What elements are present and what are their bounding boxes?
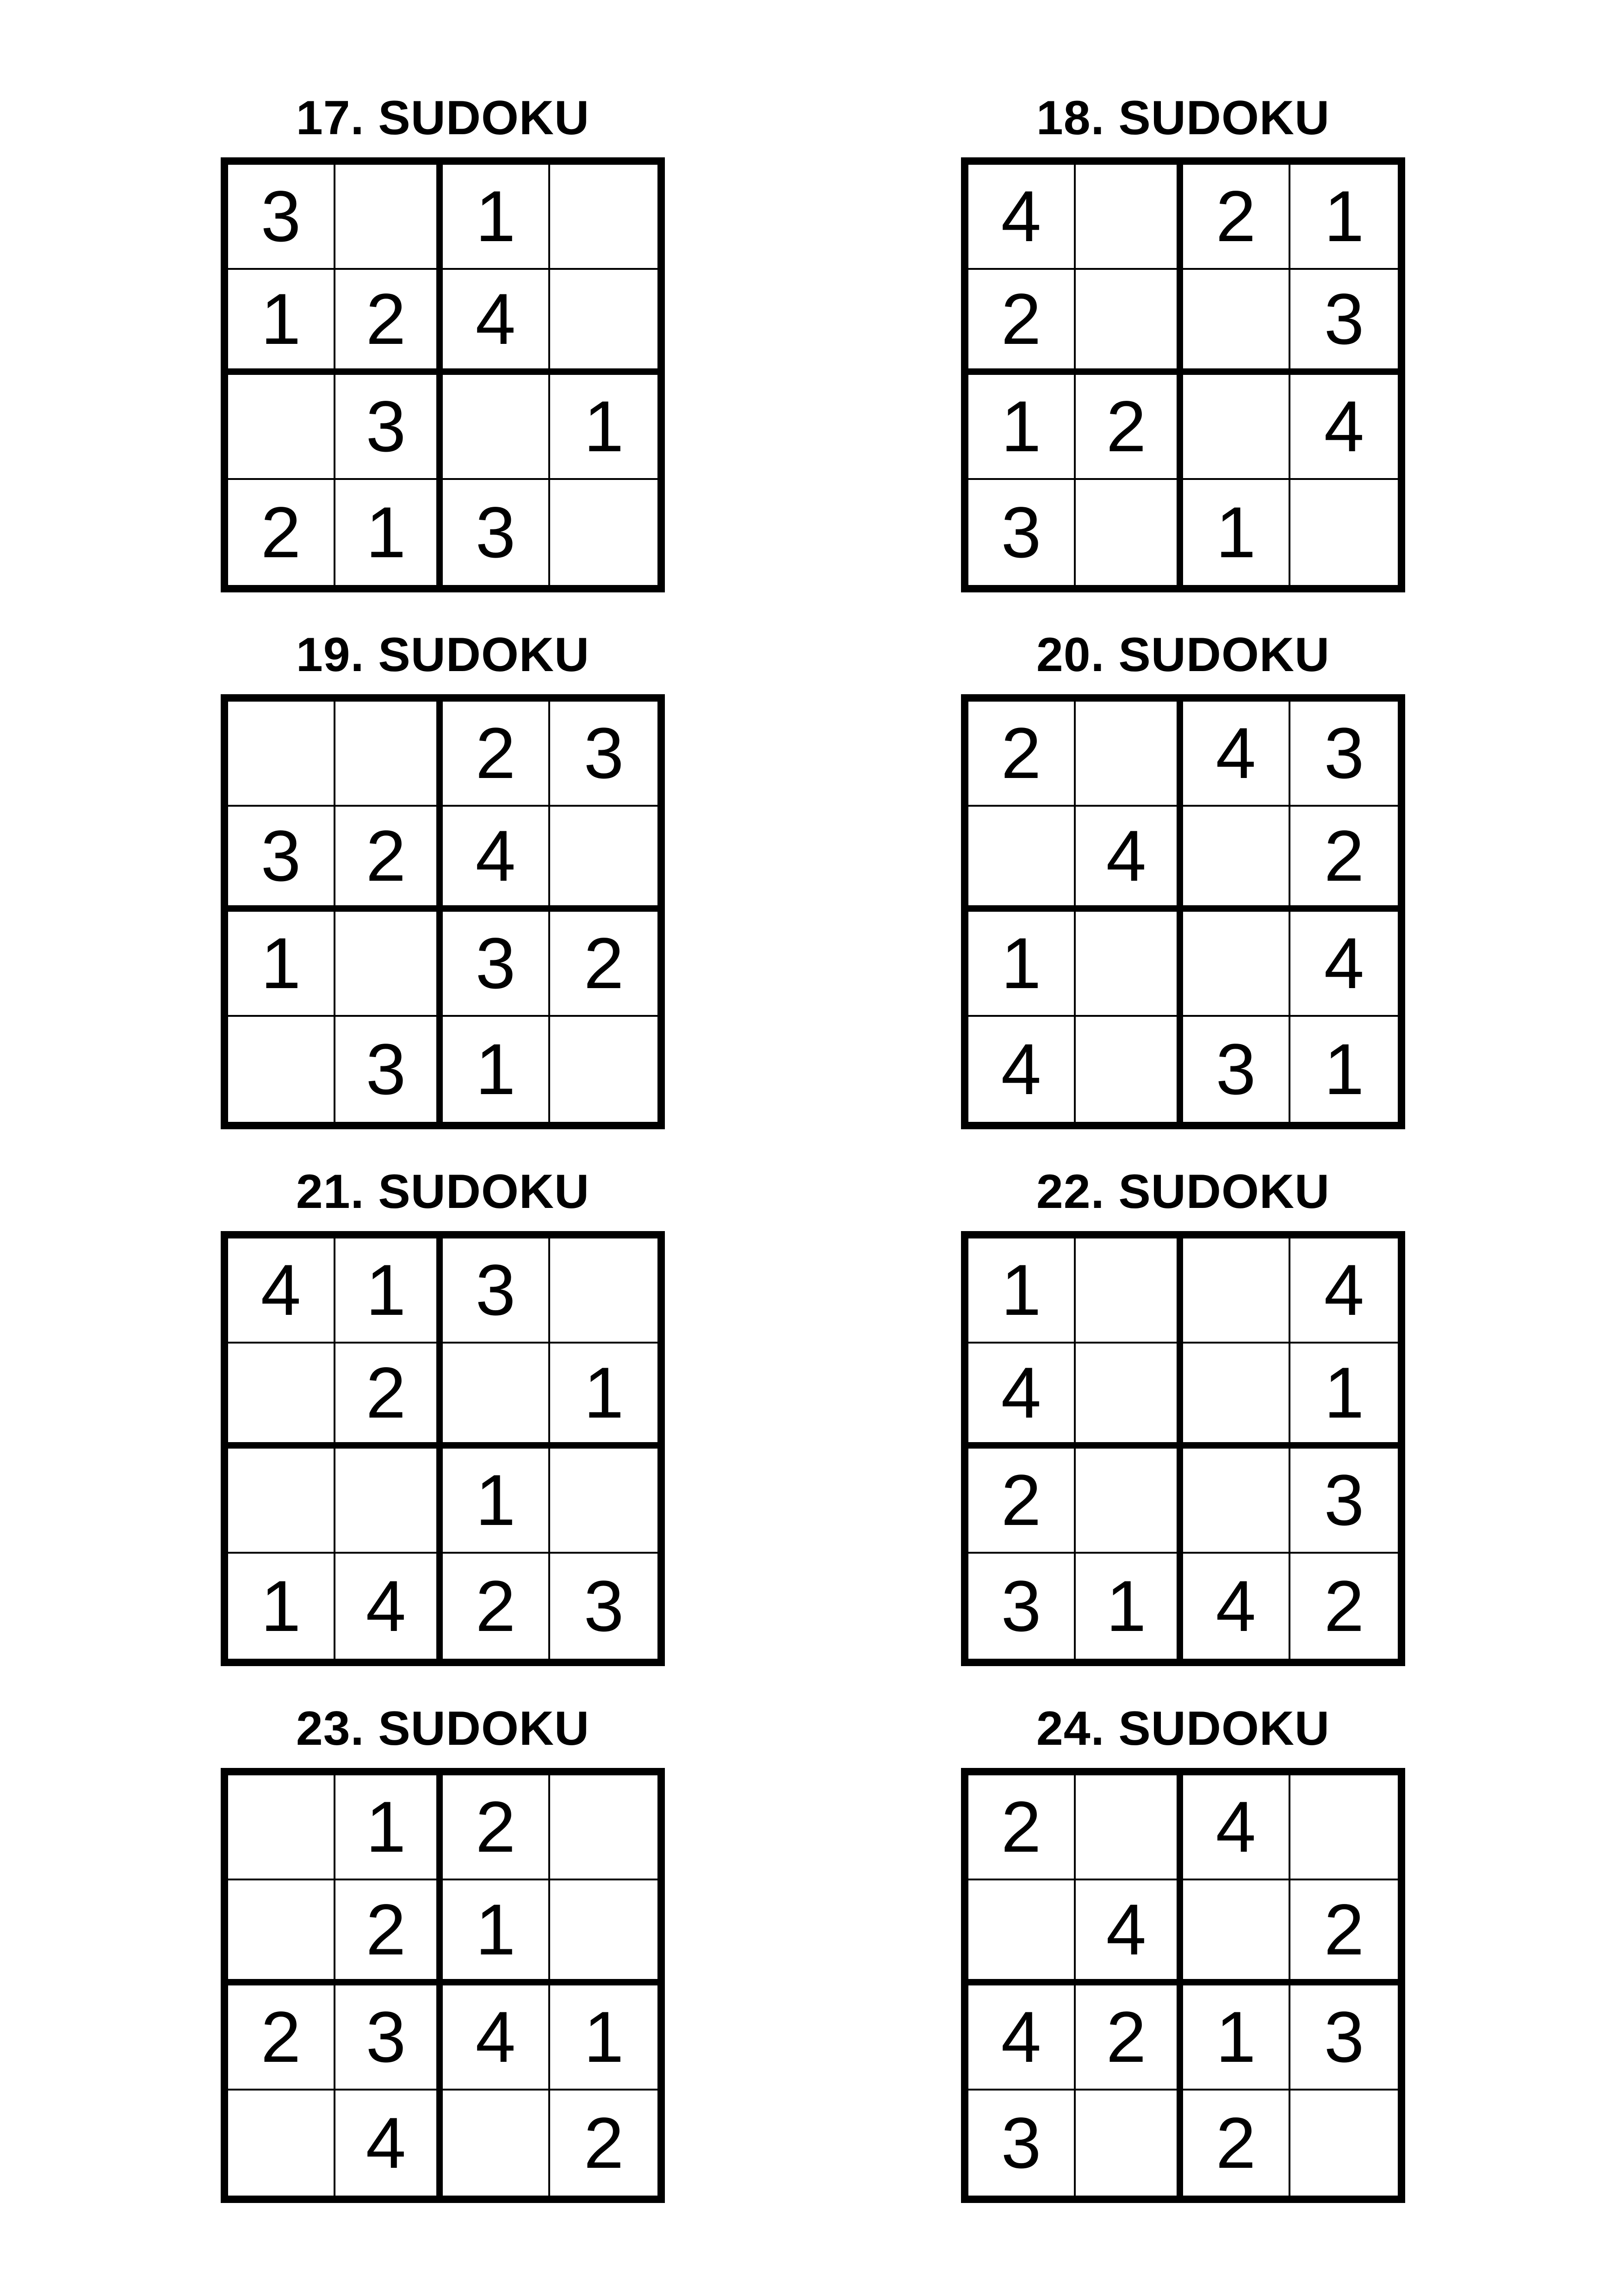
sudoku-cell[interactable]: 2 (228, 1985, 335, 2091)
sudoku-cell[interactable] (968, 807, 1076, 912)
sudoku-cell[interactable] (1290, 1775, 1398, 1880)
sudoku-cell[interactable] (335, 1449, 443, 1554)
sudoku-cell[interactable]: 4 (1290, 375, 1398, 480)
sudoku-cell[interactable]: 2 (1076, 375, 1183, 480)
sudoku-cell[interactable]: 4 (443, 1985, 550, 2091)
sudoku-cell[interactable] (1183, 375, 1290, 480)
sudoku-cell[interactable]: 1 (335, 1775, 443, 1880)
sudoku-cell[interactable] (443, 375, 550, 480)
sudoku-cell[interactable] (1076, 270, 1183, 375)
sudoku-cell[interactable] (1076, 702, 1183, 807)
sudoku-cell[interactable] (550, 480, 657, 585)
sudoku-cell[interactable]: 4 (1183, 1554, 1290, 1659)
sudoku-cell[interactable]: 3 (228, 165, 335, 270)
sudoku-cell[interactable]: 4 (335, 2091, 443, 2196)
sudoku-cell[interactable]: 2 (335, 270, 443, 375)
sudoku-cell[interactable]: 3 (443, 480, 550, 585)
sudoku-cell[interactable]: 4 (1290, 912, 1398, 1017)
sudoku-cell[interactable]: 4 (1183, 702, 1290, 807)
sudoku-cell[interactable]: 4 (1183, 1775, 1290, 1880)
sudoku-cell[interactable]: 3 (335, 1985, 443, 2091)
sudoku-cell[interactable] (1183, 1238, 1290, 1344)
sudoku-cell[interactable]: 2 (1290, 1880, 1398, 1985)
sudoku-cell[interactable]: 4 (1076, 807, 1183, 912)
sudoku-cell[interactable]: 2 (1183, 2091, 1290, 2196)
sudoku-cell[interactable]: 1 (443, 1017, 550, 1122)
sudoku-cell[interactable]: 2 (1290, 807, 1398, 912)
sudoku-cell[interactable]: 2 (1076, 1985, 1183, 2091)
sudoku-cell[interactable]: 1 (443, 1880, 550, 1985)
sudoku-cell[interactable]: 1 (1290, 1344, 1398, 1449)
sudoku-grid (961, 1231, 1405, 1666)
sudoku-cell[interactable]: 1 (335, 480, 443, 585)
sudoku-cell[interactable]: 1 (228, 1554, 335, 1659)
sudoku-cell[interactable]: 1 (1183, 1985, 1290, 2091)
sudoku-cell[interactable]: 2 (228, 480, 335, 585)
sudoku-cell[interactable]: 3 (1183, 1017, 1290, 1122)
sudoku-cell[interactable]: 1 (335, 1238, 443, 1344)
sudoku-cell[interactable]: 2 (1183, 165, 1290, 270)
sudoku-cell[interactable] (228, 1449, 335, 1554)
sudoku-cell[interactable]: 1 (228, 912, 335, 1017)
puzzle-title: 24. SUDOKU (1036, 1702, 1330, 1755)
puzzle-title: 21. SUDOKU (296, 1165, 590, 1219)
sudoku-cell[interactable]: 1 (1076, 1554, 1183, 1659)
sudoku-cell[interactable]: 3 (1290, 702, 1398, 807)
sudoku-cell[interactable]: 3 (968, 480, 1076, 585)
sudoku-cell[interactable] (228, 1880, 335, 1985)
sudoku-cell[interactable] (550, 1017, 657, 1122)
sudoku-grid (961, 694, 1405, 1129)
sudoku-cell[interactable]: 1 (550, 1985, 657, 2091)
sudoku-cell[interactable] (550, 807, 657, 912)
sudoku-cell[interactable]: 3 (443, 912, 550, 1017)
sudoku-cell[interactable]: 1 (228, 270, 335, 375)
sudoku-cell[interactable] (1076, 2091, 1183, 2196)
sudoku-cell[interactable] (968, 1880, 1076, 1985)
sudoku-cell[interactable] (550, 165, 657, 270)
sudoku-grid (221, 1768, 665, 2203)
sudoku-cell[interactable] (1183, 1344, 1290, 1449)
sudoku-cell[interactable]: 1 (550, 1344, 657, 1449)
sudoku-cell[interactable] (335, 702, 443, 807)
puzzle-title: 22. SUDOKU (1036, 1165, 1330, 1219)
sudoku-cell[interactable]: 2 (443, 702, 550, 807)
sudoku-cell[interactable] (1076, 912, 1183, 1017)
sudoku-cell[interactable] (228, 702, 335, 807)
sudoku-cell[interactable] (550, 1449, 657, 1554)
sudoku-cell[interactable] (228, 375, 335, 480)
sudoku-cell[interactable]: 4 (1076, 1880, 1183, 1985)
sudoku-cell[interactable]: 2 (335, 1344, 443, 1449)
sudoku-cell[interactable] (335, 165, 443, 270)
sudoku-cell[interactable]: 4 (1290, 1238, 1398, 1344)
sudoku-cell[interactable]: 1 (968, 375, 1076, 480)
sudoku-cell[interactable]: 2 (968, 270, 1076, 375)
sudoku-cell[interactable]: 1 (1324, 1029, 1364, 1110)
sudoku-cell[interactable]: 2 (583, 2103, 624, 2184)
sudoku-cell[interactable]: 3 (335, 1017, 443, 1122)
sudoku-cell[interactable] (443, 1344, 550, 1449)
sudoku-cell[interactable] (1183, 912, 1290, 1017)
sudoku-cell[interactable]: 4 (443, 807, 550, 912)
sudoku-grid (961, 1768, 1405, 2203)
sudoku-cell[interactable]: 1 (968, 912, 1076, 1017)
sudoku-cell[interactable] (443, 2091, 550, 2196)
sudoku-cell[interactable]: 3 (1290, 1985, 1398, 2091)
sudoku-cell[interactable]: 3 (550, 702, 657, 807)
sudoku-cell[interactable]: 2 (968, 702, 1076, 807)
sudoku-cell[interactable] (228, 2091, 335, 2196)
sudoku-cell[interactable]: 4 (228, 1238, 335, 1344)
sudoku-cell[interactable]: 3 (335, 375, 443, 480)
sudoku-grid (221, 1231, 665, 1666)
sudoku-cell[interactable]: 2 (335, 807, 443, 912)
sudoku-cell[interactable]: 2 (550, 912, 657, 1017)
sudoku-cell[interactable] (1076, 480, 1183, 585)
sudoku-cell[interactable] (1076, 165, 1183, 270)
sudoku-cell[interactable] (228, 1017, 335, 1122)
sudoku-cell[interactable] (1076, 1017, 1183, 1122)
sudoku-cell[interactable] (550, 1238, 657, 1344)
sudoku-cell[interactable] (1076, 1344, 1183, 1449)
sudoku-cell[interactable]: 2 (443, 1554, 550, 1659)
sudoku-cell[interactable]: 3 (968, 2091, 1076, 2196)
sudoku-cell[interactable]: 4 (968, 165, 1076, 270)
puzzle-title: 17. SUDOKU (296, 91, 590, 145)
sudoku-cell[interactable]: 1 (443, 1449, 550, 1554)
sudoku-cell[interactable] (1183, 1449, 1290, 1554)
sudoku-cell[interactable]: 3 (228, 807, 335, 912)
puzzle-title: 23. SUDOKU (296, 1702, 590, 1755)
puzzle-title: 20. SUDOKU (1036, 628, 1330, 682)
sudoku-cell[interactable]: 2 (968, 1449, 1076, 1554)
sudoku-cell[interactable] (1290, 2091, 1398, 2196)
sudoku-cell[interactable]: 4 (968, 1344, 1076, 1449)
sudoku-cell[interactable]: 2 (443, 1775, 550, 1880)
sudoku-cell[interactable] (1183, 1880, 1290, 1985)
sudoku-cell[interactable] (1183, 807, 1290, 912)
sudoku-cell[interactable]: 2 (968, 1775, 1076, 1880)
sudoku-cell[interactable]: 3 (1290, 1449, 1398, 1554)
sudoku-cell[interactable]: 4 (968, 1985, 1076, 2091)
puzzle-title: 19. SUDOKU (296, 628, 590, 682)
sudoku-cell[interactable]: 1 (443, 165, 550, 270)
sudoku-cell[interactable] (335, 912, 443, 1017)
sudoku-cell[interactable]: 2 (1324, 1566, 1364, 1647)
sudoku-cell[interactable] (1290, 480, 1398, 585)
sudoku-cell[interactable] (1076, 1449, 1183, 1554)
sudoku-cell[interactable] (550, 1775, 657, 1880)
sudoku-cell[interactable]: 3 (443, 1238, 550, 1344)
sudoku-cell[interactable]: 4 (443, 270, 550, 375)
sudoku-cell[interactable]: 1 (968, 1238, 1076, 1344)
sudoku-grid (221, 694, 665, 1129)
sudoku-cell[interactable]: 2 (335, 1880, 443, 1985)
sudoku-cell[interactable] (550, 270, 657, 375)
sudoku-cell[interactable] (550, 1880, 657, 1985)
sudoku-cell[interactable] (228, 1775, 335, 1880)
puzzle-title: 18. SUDOKU (1036, 91, 1330, 145)
sudoku-cell[interactable]: 3 (1290, 270, 1398, 375)
sudoku-cell[interactable]: 1 (1183, 480, 1290, 585)
sudoku-cell[interactable]: 4 (335, 1554, 443, 1659)
sudoku-cell[interactable]: 1 (1290, 165, 1398, 270)
sudoku-grid (961, 157, 1405, 592)
sudoku-cell[interactable]: 1 (550, 375, 657, 480)
sudoku-cell[interactable] (1183, 270, 1290, 375)
sudoku-cell[interactable] (228, 1344, 335, 1449)
sudoku-grid (221, 157, 665, 592)
sudoku-cell[interactable]: 4 (968, 1017, 1076, 1122)
sudoku-cell[interactable] (1076, 1775, 1183, 1880)
sudoku-cell[interactable]: 3 (583, 1566, 624, 1647)
sudoku-cell[interactable] (1076, 1238, 1183, 1344)
sudoku-cell[interactable]: 3 (968, 1554, 1076, 1659)
